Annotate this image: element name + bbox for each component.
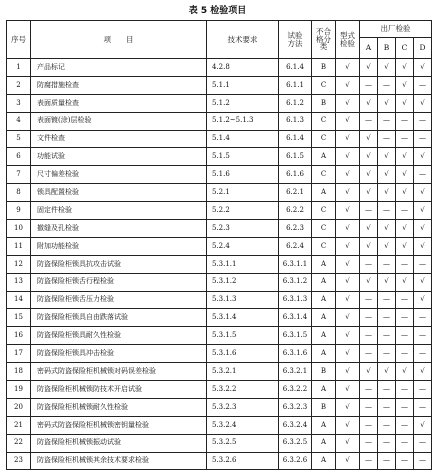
cell-category: C bbox=[312, 76, 336, 94]
table-header bbox=[7, 21, 432, 59]
cell-method: 6.3.1.4 bbox=[279, 309, 312, 327]
cell-no: 2 bbox=[7, 76, 31, 94]
cell-factory-a: √ bbox=[360, 363, 378, 381]
cell-factory-b: — bbox=[378, 398, 396, 416]
cell-factory-b: — bbox=[378, 130, 396, 148]
cell-item: 防盗保险柜锁舌压力检验 bbox=[31, 291, 207, 309]
cell-method: 6.3.2.2 bbox=[279, 381, 312, 399]
cell-category: A bbox=[312, 148, 336, 166]
cell-factory-d: — bbox=[414, 255, 432, 273]
cell-category: C bbox=[312, 112, 336, 130]
cell-factory-b: √ bbox=[378, 166, 396, 184]
cell-no: 12 bbox=[7, 255, 31, 273]
cell-method: 6.1.4 bbox=[279, 130, 312, 148]
cell-method: 6.1.2 bbox=[279, 94, 312, 112]
table-row bbox=[7, 130, 432, 148]
cell-method: 6.3.2.6 bbox=[279, 452, 312, 470]
cell-category: A bbox=[312, 345, 336, 363]
cell-factory-d: — bbox=[414, 434, 432, 452]
cell-item: 防盗保险柜锁具冲击检验 bbox=[31, 345, 207, 363]
cell-method: 6.1.5 bbox=[279, 148, 312, 166]
table-body bbox=[7, 59, 432, 470]
cell-item: 固定件检验 bbox=[31, 202, 207, 220]
cell-factory-d: — bbox=[414, 130, 432, 148]
cell-factory-a: √ bbox=[360, 220, 378, 238]
cell-factory-d: √ bbox=[414, 94, 432, 112]
cell-requirement: 5.3.1.3 bbox=[207, 291, 279, 309]
cell-factory-c: √ bbox=[396, 237, 414, 255]
cell-method: 6.2.2 bbox=[279, 202, 312, 220]
cell-category: C bbox=[312, 237, 336, 255]
cell-requirement: 5.3.2.6 bbox=[207, 452, 279, 470]
cell-factory-a: √ bbox=[360, 184, 378, 202]
cell-factory-c: — bbox=[396, 130, 414, 148]
cell-no: 7 bbox=[7, 166, 31, 184]
cell-factory-b: √ bbox=[378, 363, 396, 381]
cell-category: A bbox=[312, 327, 336, 345]
cell-method: 6.2.1 bbox=[279, 184, 312, 202]
cell-factory-c: — bbox=[396, 416, 414, 434]
cell-factory-d: √ bbox=[414, 220, 432, 238]
cell-category: C bbox=[312, 220, 336, 238]
cell-factory-d: √ bbox=[414, 59, 432, 77]
cell-no: 3 bbox=[7, 94, 31, 112]
cell-factory-a: — bbox=[360, 398, 378, 416]
cell-requirement: 5.1.4 bbox=[207, 130, 279, 148]
cell-factory-b: — bbox=[378, 309, 396, 327]
cell-requirement: 5.1.2 bbox=[207, 94, 279, 112]
header-type-test: 型式 检验 bbox=[336, 21, 360, 59]
cell-method: 6.2.3 bbox=[279, 220, 312, 238]
cell-factory-d: — bbox=[414, 166, 432, 184]
cell-no: 20 bbox=[7, 398, 31, 416]
cell-factory-d: — bbox=[414, 452, 432, 470]
cell-category: B bbox=[312, 59, 336, 77]
cell-item: 防腐措施检查 bbox=[31, 76, 207, 94]
table-row bbox=[7, 273, 432, 291]
cell-factory-d: — bbox=[414, 327, 432, 345]
cell-factory-c: — bbox=[396, 434, 414, 452]
cell-factory-b: — bbox=[378, 345, 396, 363]
cell-method: 6.3.1.3 bbox=[279, 291, 312, 309]
cell-method: 6.3.1.2 bbox=[279, 273, 312, 291]
cell-item: 锁具配置检验 bbox=[31, 184, 207, 202]
cell-factory-a: √ bbox=[360, 130, 378, 148]
table-row bbox=[7, 148, 432, 166]
cell-type-test: √ bbox=[336, 452, 360, 470]
cell-factory-a: — bbox=[360, 291, 378, 309]
cell-factory-b: — bbox=[378, 291, 396, 309]
header-seq: 序号 bbox=[7, 21, 31, 59]
header-requirement: 技术要求 bbox=[207, 21, 279, 59]
cell-item: 功能试验 bbox=[31, 148, 207, 166]
table-row bbox=[7, 309, 432, 327]
table-row bbox=[7, 452, 432, 470]
table-row bbox=[7, 202, 432, 220]
cell-category: A bbox=[312, 291, 336, 309]
cell-factory-a: — bbox=[360, 255, 378, 273]
cell-no: 13 bbox=[7, 273, 31, 291]
header-factory-c: C bbox=[396, 38, 414, 59]
cell-type-test: √ bbox=[336, 416, 360, 434]
cell-type-test: √ bbox=[336, 112, 360, 130]
cell-factory-c: — bbox=[396, 255, 414, 273]
cell-factory-c: — bbox=[396, 291, 414, 309]
cell-method: 6.3.1.1 bbox=[279, 255, 312, 273]
cell-requirement: 5.2.3 bbox=[207, 220, 279, 238]
cell-requirement: 5.3.1.5 bbox=[207, 327, 279, 345]
table-row bbox=[7, 345, 432, 363]
cell-factory-a: — bbox=[360, 112, 378, 130]
cell-factory-c: √ bbox=[396, 76, 414, 94]
cell-type-test: √ bbox=[336, 309, 360, 327]
cell-factory-c: — bbox=[396, 398, 414, 416]
cell-item: 文件检查 bbox=[31, 130, 207, 148]
cell-method: 6.3.2.1 bbox=[279, 363, 312, 381]
cell-factory-d: — bbox=[414, 112, 432, 130]
cell-category: A bbox=[312, 273, 336, 291]
cell-factory-b: — bbox=[378, 255, 396, 273]
cell-method: 6.1.4 bbox=[279, 59, 312, 77]
cell-type-test: √ bbox=[336, 237, 360, 255]
cell-category: A bbox=[312, 434, 336, 452]
cell-item: 产品标记 bbox=[31, 59, 207, 77]
cell-factory-b: √ bbox=[378, 148, 396, 166]
cell-item: 防盗保险柜锁具耐久性检验 bbox=[31, 327, 207, 345]
cell-requirement: 5.3.1.1 bbox=[207, 255, 279, 273]
cell-requirement: 5.3.2.5 bbox=[207, 434, 279, 452]
table-row bbox=[7, 76, 432, 94]
cell-factory-a: √ bbox=[360, 94, 378, 112]
cell-factory-b: — bbox=[378, 434, 396, 452]
cell-no: 10 bbox=[7, 220, 31, 238]
cell-category: A bbox=[312, 184, 336, 202]
header-item: 项 目 bbox=[31, 21, 207, 59]
cell-factory-a: — bbox=[360, 434, 378, 452]
cell-no: 16 bbox=[7, 327, 31, 345]
cell-factory-d: √ bbox=[414, 237, 432, 255]
cell-type-test: √ bbox=[336, 345, 360, 363]
header-factory-b: B bbox=[378, 38, 396, 59]
cell-no: 17 bbox=[7, 345, 31, 363]
cell-factory-c: — bbox=[396, 309, 414, 327]
cell-no: 8 bbox=[7, 184, 31, 202]
cell-type-test: √ bbox=[336, 398, 360, 416]
cell-category: C bbox=[312, 130, 336, 148]
table-row bbox=[7, 220, 432, 238]
cell-factory-c: √ bbox=[396, 363, 414, 381]
cell-factory-a: — bbox=[360, 202, 378, 220]
cell-no: 22 bbox=[7, 434, 31, 452]
cell-factory-c: √ bbox=[396, 184, 414, 202]
cell-no: 14 bbox=[7, 291, 31, 309]
cell-item: 防盗保险柜机械锁耐久性检验 bbox=[31, 398, 207, 416]
cell-factory-a: — bbox=[360, 381, 378, 399]
inspection-table bbox=[6, 20, 432, 470]
table-row bbox=[7, 237, 432, 255]
cell-requirement: 5.2.2 bbox=[207, 202, 279, 220]
table-row bbox=[7, 381, 432, 399]
cell-no: 15 bbox=[7, 309, 31, 327]
cell-factory-c: √ bbox=[396, 273, 414, 291]
cell-category: B bbox=[312, 363, 336, 381]
cell-factory-c: — bbox=[396, 112, 414, 130]
cell-factory-c: √ bbox=[396, 59, 414, 77]
cell-factory-d: √ bbox=[414, 202, 432, 220]
cell-requirement: 5.3.1.2 bbox=[207, 273, 279, 291]
cell-factory-a: √ bbox=[360, 148, 378, 166]
cell-factory-a: — bbox=[360, 345, 378, 363]
cell-requirement: 4.2.8 bbox=[207, 59, 279, 77]
cell-type-test: √ bbox=[336, 166, 360, 184]
cell-requirement: 5.3.1.6 bbox=[207, 345, 279, 363]
table-row bbox=[7, 398, 432, 416]
cell-no: 1 bbox=[7, 59, 31, 77]
cell-no: 5 bbox=[7, 130, 31, 148]
cell-factory-b: √ bbox=[378, 237, 396, 255]
cell-requirement: 5.1.2~5.1.3 bbox=[207, 112, 279, 130]
header-category: 不合 格分 类 bbox=[312, 21, 336, 59]
cell-factory-b: √ bbox=[378, 59, 396, 77]
cell-method: 6.3.1.5 bbox=[279, 327, 312, 345]
cell-item: 防盗保险柜机械锁振动试验 bbox=[31, 434, 207, 452]
cell-category: C bbox=[312, 166, 336, 184]
cell-item: 尺寸偏差检验 bbox=[31, 166, 207, 184]
cell-factory-c: — bbox=[396, 381, 414, 399]
cell-method: 6.3.1.6 bbox=[279, 345, 312, 363]
table-row bbox=[7, 363, 432, 381]
cell-no: 4 bbox=[7, 112, 31, 130]
cell-category: A bbox=[312, 416, 336, 434]
cell-factory-c: √ bbox=[396, 166, 414, 184]
cell-no: 21 bbox=[7, 416, 31, 434]
cell-item: 防盗保险柜机械锁防技术开启试验 bbox=[31, 381, 207, 399]
cell-no: 6 bbox=[7, 148, 31, 166]
cell-factory-d: √ bbox=[414, 184, 432, 202]
cell-no: 9 bbox=[7, 202, 31, 220]
cell-factory-a: √ bbox=[360, 166, 378, 184]
cell-method: 6.3.2.5 bbox=[279, 434, 312, 452]
cell-factory-b: — bbox=[378, 416, 396, 434]
cell-requirement: 5.3.2.4 bbox=[207, 416, 279, 434]
cell-requirement: 5.3.2.3 bbox=[207, 398, 279, 416]
cell-method: 6.3.2.3 bbox=[279, 398, 312, 416]
cell-factory-b: — bbox=[378, 76, 396, 94]
cell-method: 6.1.6 bbox=[279, 166, 312, 184]
cell-factory-c: √ bbox=[396, 220, 414, 238]
cell-category: B bbox=[312, 398, 336, 416]
cell-type-test: √ bbox=[336, 130, 360, 148]
cell-item: 防盗保险柜锁具抗攻击试验 bbox=[31, 255, 207, 273]
cell-factory-d: — bbox=[414, 345, 432, 363]
cell-factory-d: √ bbox=[414, 416, 432, 434]
table-row bbox=[7, 184, 432, 202]
cell-item: 表面质量检查 bbox=[31, 94, 207, 112]
cell-factory-b: √ bbox=[378, 220, 396, 238]
cell-factory-c: — bbox=[396, 345, 414, 363]
cell-factory-a: √ bbox=[360, 237, 378, 255]
cell-method: 6.1.3 bbox=[279, 112, 312, 130]
cell-method: 6.1.1 bbox=[279, 76, 312, 94]
cell-factory-d: — bbox=[414, 381, 432, 399]
cell-factory-b: — bbox=[378, 327, 396, 345]
cell-factory-a: — bbox=[360, 309, 378, 327]
cell-category: A bbox=[312, 452, 336, 470]
cell-type-test: √ bbox=[336, 94, 360, 112]
header-method: 试验 方法 bbox=[279, 21, 312, 59]
cell-factory-a: — bbox=[360, 452, 378, 470]
cell-type-test: √ bbox=[336, 202, 360, 220]
table-row bbox=[7, 255, 432, 273]
table-row bbox=[7, 94, 432, 112]
table-row bbox=[7, 112, 432, 130]
cell-category: A bbox=[312, 255, 336, 273]
cell-requirement: 5.2.1 bbox=[207, 184, 279, 202]
cell-type-test: √ bbox=[336, 434, 360, 452]
cell-factory-c: √ bbox=[396, 94, 414, 112]
cell-requirement: 5.1.5 bbox=[207, 148, 279, 166]
cell-type-test: √ bbox=[336, 327, 360, 345]
cell-item: 防盗保险柜机械锁其余技术要求检验 bbox=[31, 452, 207, 470]
cell-no: 19 bbox=[7, 381, 31, 399]
cell-factory-c: — bbox=[396, 202, 414, 220]
cell-requirement: 5.1.6 bbox=[207, 166, 279, 184]
cell-item: 防盗保险柜锁具自由跌落试验 bbox=[31, 309, 207, 327]
cell-category: A bbox=[312, 381, 336, 399]
cell-type-test: √ bbox=[336, 381, 360, 399]
cell-factory-b: √ bbox=[378, 94, 396, 112]
cell-factory-b: √ bbox=[378, 184, 396, 202]
cell-factory-b: — bbox=[378, 452, 396, 470]
cell-item: 密码式防盗保险柜机械锁密钥量检验 bbox=[31, 416, 207, 434]
cell-factory-b: — bbox=[378, 381, 396, 399]
header-factory-a: A bbox=[360, 38, 378, 59]
table-row bbox=[7, 166, 432, 184]
cell-item: 表面镀(涂)层检验 bbox=[31, 112, 207, 130]
cell-factory-d: √ bbox=[414, 148, 432, 166]
cell-requirement: 5.3.1.4 bbox=[207, 309, 279, 327]
table-row bbox=[7, 327, 432, 345]
cell-factory-d: √ bbox=[414, 363, 432, 381]
cell-factory-b: — bbox=[378, 202, 396, 220]
cell-type-test: √ bbox=[336, 59, 360, 77]
cell-factory-a: √ bbox=[360, 59, 378, 77]
cell-item: 附加功能检验 bbox=[31, 237, 207, 255]
cell-item: 密码式防盗保险柜机械锁对码误差检验 bbox=[31, 363, 207, 381]
cell-factory-c: — bbox=[396, 452, 414, 470]
header-factory-test: 出厂检验 bbox=[360, 21, 432, 38]
cell-type-test: √ bbox=[336, 291, 360, 309]
cell-factory-a: — bbox=[360, 76, 378, 94]
cell-type-test: √ bbox=[336, 273, 360, 291]
cell-type-test: √ bbox=[336, 76, 360, 94]
cell-factory-b: — bbox=[378, 112, 396, 130]
table-row bbox=[7, 434, 432, 452]
cell-item: 防盗保险柜锁舌行程检验 bbox=[31, 273, 207, 291]
cell-factory-c: — bbox=[396, 327, 414, 345]
cell-requirement: 5.1.1 bbox=[207, 76, 279, 94]
cell-factory-b: √ bbox=[378, 273, 396, 291]
table-row bbox=[7, 416, 432, 434]
cell-method: 6.2.4 bbox=[279, 237, 312, 255]
cell-type-test: √ bbox=[336, 363, 360, 381]
table-title: 表 5 检验项目 bbox=[188, 6, 247, 16]
cell-category: C bbox=[312, 202, 336, 220]
cell-factory-a: — bbox=[360, 327, 378, 345]
cell-method: 6.3.2.4 bbox=[279, 416, 312, 434]
cell-factory-a: √ bbox=[360, 273, 378, 291]
cell-requirement: 5.3.2.1 bbox=[207, 363, 279, 381]
cell-factory-d: — bbox=[414, 398, 432, 416]
cell-requirement: 5.2.4 bbox=[207, 237, 279, 255]
table-row bbox=[7, 59, 432, 77]
cell-type-test: √ bbox=[336, 184, 360, 202]
cell-factory-c: √ bbox=[396, 148, 414, 166]
cell-type-test: √ bbox=[336, 220, 360, 238]
cell-category: A bbox=[312, 309, 336, 327]
cell-category: B bbox=[312, 94, 336, 112]
cell-factory-d: — bbox=[414, 76, 432, 94]
table-row bbox=[7, 291, 432, 309]
cell-no: 18 bbox=[7, 363, 31, 381]
cell-factory-d: — bbox=[414, 309, 432, 327]
cell-type-test: √ bbox=[336, 255, 360, 273]
cell-no: 11 bbox=[7, 237, 31, 255]
cell-type-test: √ bbox=[336, 148, 360, 166]
cell-item: 撤缝及孔检验 bbox=[31, 220, 207, 238]
cell-requirement: 5.3.2.2 bbox=[207, 381, 279, 399]
cell-no: 23 bbox=[7, 452, 31, 470]
cell-factory-a: — bbox=[360, 416, 378, 434]
cell-factory-d: √ bbox=[414, 273, 432, 291]
cell-factory-d: √ bbox=[414, 291, 432, 309]
header-factory-d: D bbox=[414, 38, 432, 59]
